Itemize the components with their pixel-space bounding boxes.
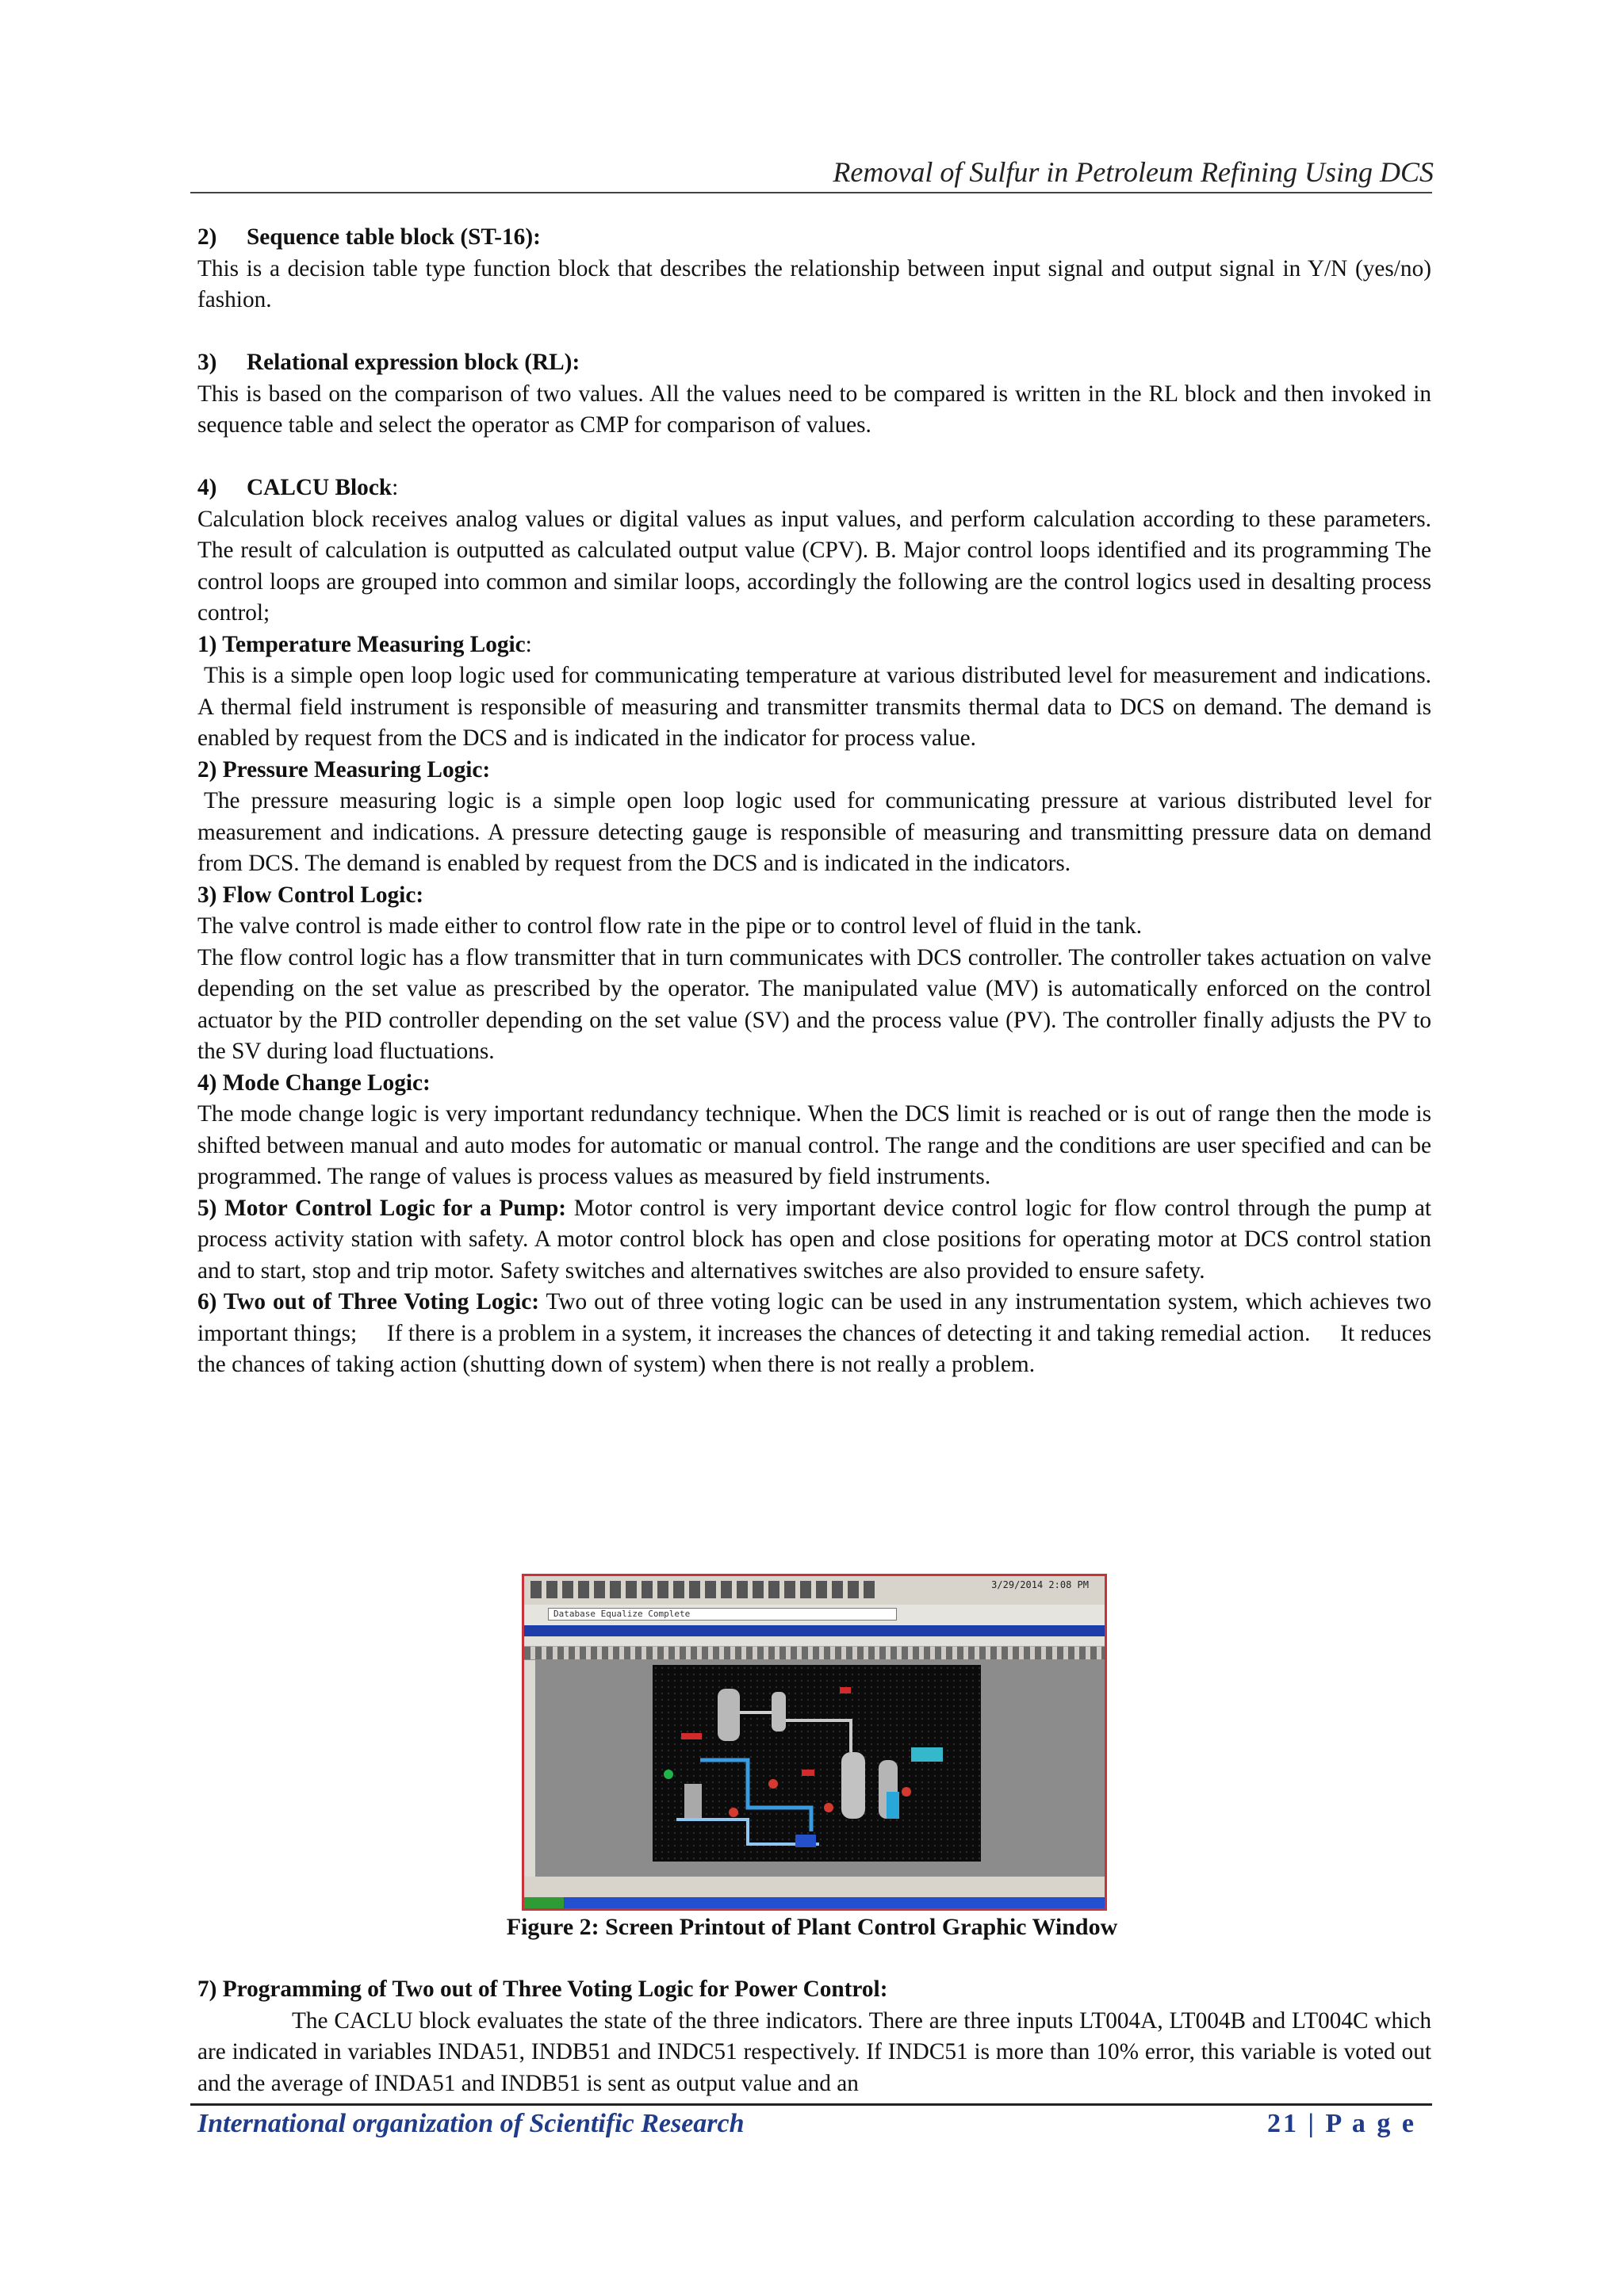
paragraph: This is based on the comparison of two values. All the values need to be compared is written in the RL block and then invoked in sequence table and select the operator as CMP for comparison of values. <box>197 381 1431 438</box>
figure-timestamp: 3/29/2014 2:08 PM <box>991 1579 1089 1590</box>
page-number: 21 | P a g e <box>1267 2109 1416 2138</box>
figure-taskbar <box>524 1897 1105 1908</box>
logic-heading: 2) Pressure Measuring Logic: <box>197 756 491 783</box>
journal-name: International organization of Scientific Research <box>197 2109 745 2138</box>
pump-box <box>795 1835 816 1847</box>
header-rule <box>190 192 1432 193</box>
process-graphic-canvas <box>653 1665 981 1862</box>
tag-label <box>802 1770 814 1776</box>
logic-heading: 4) Mode Change Logic: <box>197 1070 431 1096</box>
section-7 <box>197 1974 1431 2099</box>
paragraph: The pressure measuring logic is a simple open loop logic used for communicating pressure at various distributed level for measurement and indications. A pressure detecting gauge is responsible of measuring and transmitting pressure data on demand from DCS. The demand is enabled by request from the DCS and is indicated in the indicators. <box>197 788 1431 876</box>
status-indicator <box>664 1770 673 1779</box>
paragraph: 5) Motor Control Logic for a Pump: Motor control is very important device control logic for flow control through the pump at process activity station with safety. A motor control block has open and close positions for operating motor at DCS control station and to start, stop and trip motor. Safety switches and alternatives switches are also provided to ensure safety. <box>197 1195 1431 1284</box>
main-text <box>197 222 1431 1381</box>
logic-heading: 3) Flow Control Logic: <box>197 882 424 908</box>
toolbar-icons <box>530 1581 879 1598</box>
logic-heading: 1) Temperature Measuring Logic: <box>197 631 532 657</box>
figure-ruler <box>524 1660 535 1877</box>
tag-label <box>840 1687 851 1693</box>
paragraph: The valve control is made either to control flow rate in the pipe or to control level of fluid in the tank. <box>197 913 1143 939</box>
figure-caption: Figure 2: Screen Printout of Plant Control Graphic Window <box>506 1914 1118 1940</box>
footer-rule <box>190 2103 1432 2106</box>
alarm-indicator <box>768 1779 778 1789</box>
running-header: Removal of Sulfur in Petroleum Refining Using DCS <box>833 156 1434 188</box>
exchanger <box>911 1747 943 1762</box>
paragraph: The CACLU block evaluates the state of the three indicators. There are three inputs LT004A, LT004B and LT004C which are indicated in variables INDA51, INDB51 and INDC51 respectively. If INDC51 is more than 10% error, this variable is voted out and the average of INDA51 and INDB51 is sent as output value and an <box>197 2007 1431 2096</box>
paragraph: The mode change logic is very important redundancy technique. When the DCS limit is reached or is out of range then the mode is shifted between manual and auto modes for automatic or manual control. The range and the conditions are user specified and can be programmed. The range of values is process values as measured by field instruments. <box>197 1101 1431 1189</box>
figure-start-button <box>524 1897 564 1908</box>
paragraph: Calculation block receives analog values or digital values as input values, and perform calculation according to these parameters. The result of calculation is outputted as calculated output value (CPV). B. Major control loops identified and its programming The control loops are grouped into common and similar loops, accordingly the following are the control logics used in desalting process control; <box>197 506 1431 626</box>
column-vessel <box>718 1689 740 1741</box>
reactor-vessel <box>841 1752 865 1819</box>
paragraph: 6) Two out of Three Voting Logic: Two out of three voting logic can be used in any instrumentation system, which achieves two important things; If there is a problem in a system, it increases the chances of detecting it and taking remedial action. It reduces the chances of taking action (shutting down of system) when there is not really a problem. <box>197 1289 1432 1377</box>
section-heading: 7) Programming of Two out of Three Voting Logic for Power Control: <box>197 1976 888 2002</box>
figure-tool-strip <box>524 1647 1105 1659</box>
feed-line <box>786 1720 851 1752</box>
tank <box>684 1784 702 1820</box>
figure-status-bar <box>524 1605 1105 1625</box>
figure-status-text: Database Equalize Complete <box>548 1608 897 1621</box>
alarm-indicator <box>729 1808 738 1817</box>
alarm-indicator <box>824 1803 833 1812</box>
paragraph: This is a simple open loop logic used for communicating temperature at various distributed level for measurement and indications. A thermal field instrument is responsible of measuring and transmitter transmits thermal data to DCS on demand. The demand is enabled by request from the DCS and is indicated in the indicator for process value. <box>197 663 1431 751</box>
drum-vessel <box>772 1692 786 1732</box>
paragraph: This is a decision table type function block that describes the relationship between input signal and output signal in Y/N (yes/no) fashion. <box>197 255 1431 312</box>
section-heading: 4) CALCU Block: <box>197 475 399 500</box>
tag-label <box>681 1733 702 1739</box>
section-heading: 3) Relational expression block (RL): <box>197 350 580 375</box>
liquid-level <box>887 1792 899 1819</box>
alarm-indicator <box>902 1787 911 1797</box>
paragraph: The flow control logic has a flow transmitter that in turn communicates with DCS controller. The controller takes actuation on valve depending on the set value as prescribed by the operator. The manipulated value (MV) is automatically enforced on the control actuator by the PID controller depending on the set value (SV) and the process value (PV). The controller finally adjusts the PV to the SV during load fluctuations. <box>197 944 1431 1064</box>
process-diagram <box>653 1665 981 1862</box>
figure-window-titlebar <box>524 1625 1105 1636</box>
section-heading: 2) Sequence table block (ST-16): <box>197 224 541 250</box>
plant-control-screenshot <box>522 1574 1107 1911</box>
figure-toolbar <box>524 1576 1105 1605</box>
figure-menubar <box>524 1636 1105 1647</box>
